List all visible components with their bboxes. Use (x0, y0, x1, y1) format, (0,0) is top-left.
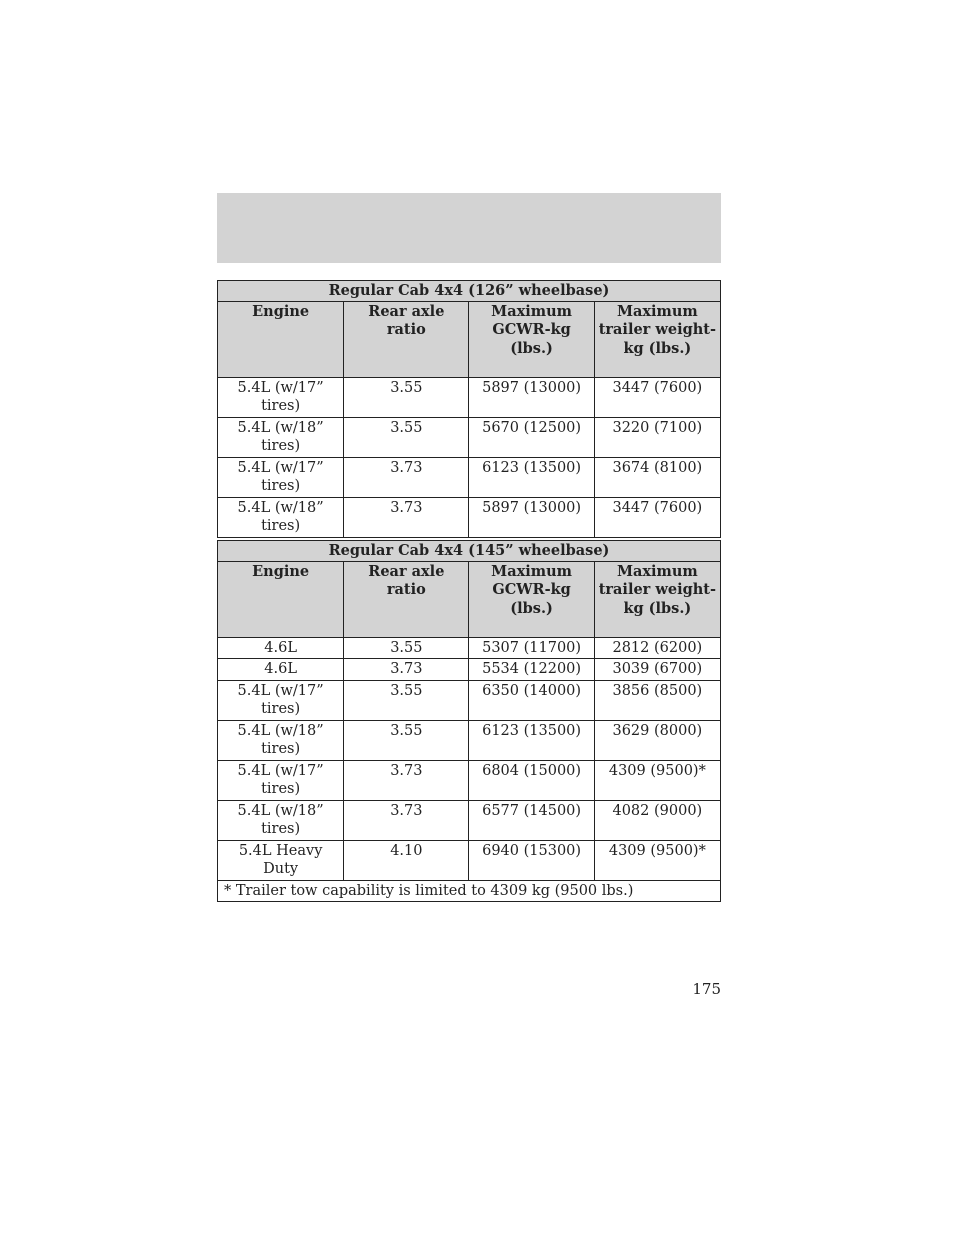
engine-cell: 5.4L (w/18” tires) (218, 720, 344, 760)
engine-cell: 5.4L (w/18” tires) (218, 417, 344, 457)
engine-cell: 5.4L (w/18” tires) (218, 800, 344, 840)
header-band (217, 193, 721, 263)
max-gcwr-cell: 6123 (13500) (469, 457, 594, 497)
column-header-rear-axle-ratio: Rear axle ratio (344, 301, 469, 377)
column-header-rear-axle-ratio: Rear axle ratio (344, 561, 469, 637)
column-header-engine: Engine (218, 561, 344, 637)
max-gcwr-cell: 5307 (11700) (469, 637, 594, 659)
rear-axle-ratio-cell: 3.73 (344, 659, 469, 681)
max-gcwr-cell: 5897 (13000) (469, 377, 594, 417)
max-gcwr-cell: 6577 (14500) (469, 800, 594, 840)
engine-cell: 5.4L (w/18” tires) (218, 497, 344, 537)
rear-axle-ratio-cell: 3.73 (344, 457, 469, 497)
rear-axle-ratio-cell: 3.55 (344, 637, 469, 659)
engine-cell: 4.6L (218, 637, 344, 659)
column-header-max-gcwr: Maximum GCWR-kg (lbs.) (469, 301, 594, 377)
max-trailer-weight-cell: 2812 (6200) (594, 637, 720, 659)
table-row (218, 659, 721, 681)
footnote-row (218, 880, 721, 902)
footnote: * Trailer tow capability is limited to 4309 kg (9500 lbs.) (218, 880, 721, 902)
max-trailer-weight-cell: 4309 (9500)* (594, 760, 720, 800)
engine-cell: 5.4L (w/17” tires) (218, 377, 344, 417)
table-row (218, 800, 721, 840)
max-trailer-weight-cell: 3629 (8000) (594, 720, 720, 760)
engine-cell: 5.4L (w/17” tires) (218, 680, 344, 720)
max-trailer-weight-cell: 3674 (8100) (594, 457, 720, 497)
column-header-engine: Engine (218, 301, 344, 377)
max-trailer-weight-cell: 4082 (9000) (594, 800, 720, 840)
table-title-row (218, 541, 721, 562)
max-gcwr-cell: 5897 (13000) (469, 497, 594, 537)
rear-axle-ratio-cell: 3.73 (344, 497, 469, 537)
max-trailer-weight-cell: 3447 (7600) (594, 377, 720, 417)
engine-cell: 4.6L (218, 659, 344, 681)
column-header-max-trailer-weight: Maximum trailer weight-kg (lbs.) (594, 561, 720, 637)
max-trailer-weight-cell: 3856 (8500) (594, 680, 720, 720)
rear-axle-ratio-cell: 3.73 (344, 800, 469, 840)
table-title: Regular Cab 4x4 (145” wheelbase) (218, 541, 721, 562)
page-number: 175 (692, 980, 721, 998)
table-row (218, 497, 721, 537)
max-gcwr-cell: 5534 (12200) (469, 659, 594, 681)
rear-axle-ratio-cell: 3.55 (344, 720, 469, 760)
towing-table-126-wheelbase (217, 280, 721, 538)
table-row (218, 457, 721, 497)
table-title-row (218, 281, 721, 302)
rear-axle-ratio-cell: 3.73 (344, 760, 469, 800)
table-title: Regular Cab 4x4 (126” wheelbase) (218, 281, 721, 302)
table-row (218, 377, 721, 417)
column-header-max-trailer-weight: Maximum trailer weight-kg (lbs.) (594, 301, 720, 377)
table-header-row (218, 561, 721, 637)
max-gcwr-cell: 5670 (12500) (469, 417, 594, 457)
rear-axle-ratio-cell: 4.10 (344, 840, 469, 880)
rear-axle-ratio-cell: 3.55 (344, 377, 469, 417)
table-row (218, 417, 721, 457)
towing-table-145-wheelbase (217, 540, 721, 902)
table-row (218, 840, 721, 880)
table-row (218, 720, 721, 760)
max-trailer-weight-cell: 3220 (7100) (594, 417, 720, 457)
engine-cell: 5.4L (w/17” tires) (218, 457, 344, 497)
max-gcwr-cell: 6123 (13500) (469, 720, 594, 760)
engine-cell: 5.4L (w/17” tires) (218, 760, 344, 800)
max-trailer-weight-cell: 3447 (7600) (594, 497, 720, 537)
table-row (218, 680, 721, 720)
table-row (218, 760, 721, 800)
rear-axle-ratio-cell: 3.55 (344, 680, 469, 720)
max-gcwr-cell: 6804 (15000) (469, 760, 594, 800)
max-trailer-weight-cell: 4309 (9500)* (594, 840, 720, 880)
rear-axle-ratio-cell: 3.55 (344, 417, 469, 457)
max-gcwr-cell: 6940 (15300) (469, 840, 594, 880)
engine-cell: 5.4L Heavy Duty (218, 840, 344, 880)
table-header-row (218, 301, 721, 377)
table-row (218, 637, 721, 659)
column-header-max-gcwr: Maximum GCWR-kg (lbs.) (469, 561, 594, 637)
max-trailer-weight-cell: 3039 (6700) (594, 659, 720, 681)
max-gcwr-cell: 6350 (14000) (469, 680, 594, 720)
